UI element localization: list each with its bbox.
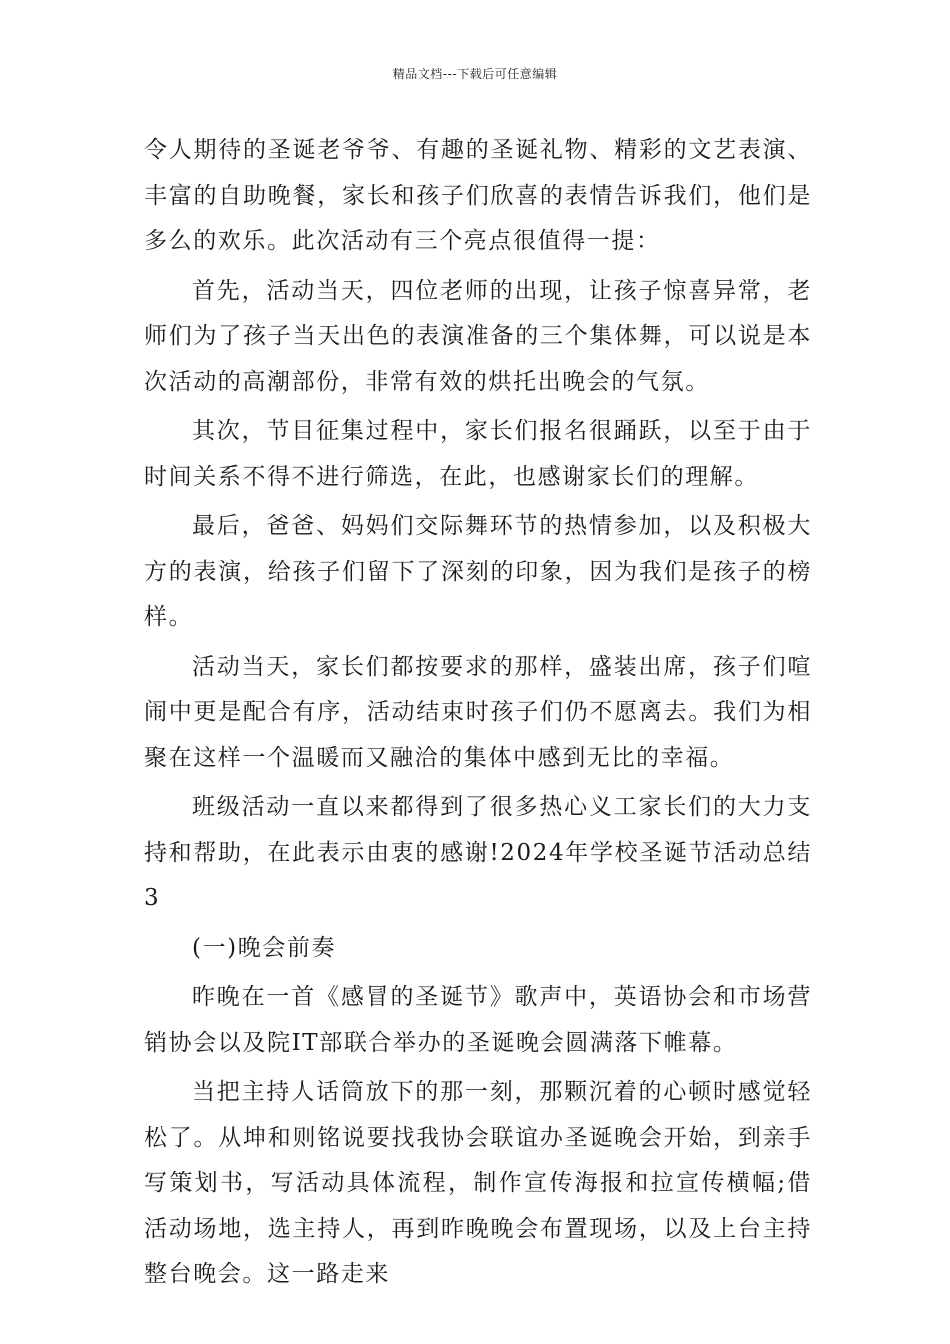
document-body bbox=[144, 128, 812, 1298]
paragraph-7: 昨晚在一首《感冒的圣诞节》歌声中，英语协会和市场营销协会以及院IT部联合举办的圣诞晚会圆满落下帷幕。 bbox=[144, 984, 812, 1056]
paragraph-1: 令人期待的圣诞老爷爷、有趣的圣诞礼物、精彩的文艺表演、丰富的自助晚餐，家长和孩子们欣喜的表情告诉我们，他们是多么的欢乐。此次活动有三个亮点很值得一提： bbox=[144, 137, 812, 254]
paragraph-6: 班级活动一直以来都得到了很多热心义工家长们的大力支持和帮助，在此表示由衷的感谢!2024年学校圣诞节活动总结3 bbox=[144, 794, 812, 911]
paragraph-5: 活动当天，家长们都按要求的那样，盛装出席，孩子们喧闹中更是配合有序，活动结束时孩子们仍不愿离去。我们为相聚在这样一个温暖而又融洽的集体中感到无比的幸福。 bbox=[144, 653, 812, 771]
paragraph-3: 其次，节目征集过程中，家长们报名很踊跃，以至于由于时间关系不得不进行筛选，在此，也感谢家长们的理解。 bbox=[144, 418, 812, 490]
paragraph-8: 当把主持人话筒放下的那一刻，那颗沉着的心顿时感觉轻松了。从坤和则铭说要找我协会联谊办圣诞晚会开始，到亲手写策划书，写活动具体流程，制作宣传海报和拉宣传横幅;借活动场地，选主持人，再到昨晚晚会布置现场，以及上台主持整台晚会。这一路走来 bbox=[144, 1079, 812, 1287]
paragraph-4: 最后，爸爸、妈妈们交际舞环节的热情参加，以及积极大方的表演，给孩子们留下了深刻的印象，因为我们是孩子的榜样。 bbox=[144, 513, 812, 630]
section-heading: (一)晚会前奏 bbox=[192, 934, 337, 961]
page-header: 精品文档---下载后可任意编辑 bbox=[392, 67, 558, 81]
paragraph-2: 首先，活动当天，四位老师的出现，让孩子惊喜异常，老师们为了孩子当天出色的表演准备的三个集体舞，可以说是本次活动的高潮部份，非常有效的烘托出晚会的气氛。 bbox=[144, 277, 812, 395]
